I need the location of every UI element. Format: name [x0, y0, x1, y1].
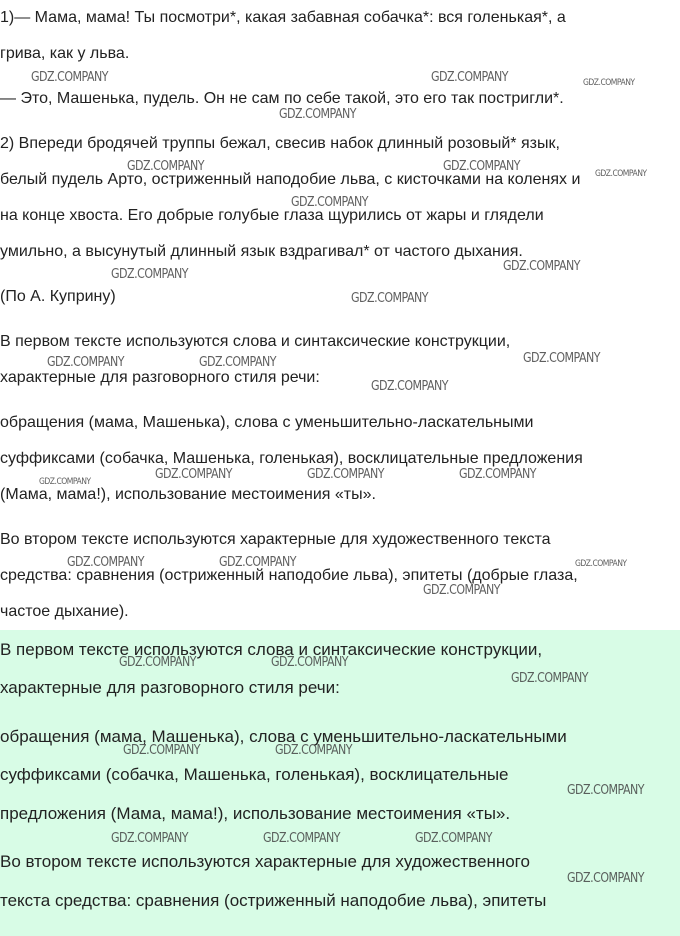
watermark: GDZ.COMPANY: [511, 671, 589, 686]
text-line: Во втором тексте используются характерные для художественного текста: [0, 531, 551, 548]
text-line: суффиксами (собачка, Машенька, голенькая), восклицательные предложения: [0, 450, 583, 467]
watermark: GDZ.COMPANY: [415, 831, 493, 846]
text-line: 1)— Мама, мама! Ты посмотри*, какая забавная собачка*: вся голенькая*, а: [0, 9, 566, 26]
text-line: характерные для разговорного стиля речи:: [0, 369, 320, 386]
text-line: частое дыхание).: [0, 603, 129, 620]
watermark: GDZ.COMPANY: [567, 871, 645, 886]
text-line: на конце хвоста. Его добрые голубые глаза щурились от жары и глядели: [0, 207, 544, 224]
watermark: GDZ.COMPANY: [503, 259, 581, 274]
text-line: обращения (мама, Машенька), слова с уменьшительно-ласкательными: [0, 414, 534, 431]
answer-line: В первом тексте используются слова и синтаксические конструкции,: [0, 640, 543, 659]
text-line: В первом тексте используются слова и синтаксические конструкции,: [0, 333, 511, 350]
watermark: GDZ.COMPANY: [67, 555, 145, 570]
watermark: GDZ.COMPANY: [263, 831, 341, 846]
watermark: GDZ.COMPANY: [111, 267, 189, 282]
watermark: GDZ.COMPANY: [583, 78, 635, 88]
watermark: GDZ.COMPANY: [523, 351, 601, 366]
watermark: GDZ.COMPANY: [219, 555, 297, 570]
watermark: GDZ.COMPANY: [31, 70, 109, 85]
answer-line: текста средства: сравнения (остриженный наподобие льва), эпитеты: [0, 891, 547, 910]
watermark: GDZ.COMPANY: [127, 159, 205, 174]
watermark: GDZ.COMPANY: [567, 783, 645, 798]
watermark: GDZ.COMPANY: [307, 467, 385, 482]
text-line: средства: сравнения (остриженный наподобие льва), эпитеты (добрые глаза,: [0, 567, 578, 584]
watermark: GDZ.COMPANY: [155, 467, 233, 482]
watermark: GDZ.COMPANY: [371, 379, 449, 394]
watermark: GDZ.COMPANY: [39, 477, 91, 487]
watermark: GDZ.COMPANY: [575, 559, 627, 569]
text-line: 2) Впереди бродячей труппы бежал, свесив набок длинный розовый* язык,: [0, 135, 560, 152]
watermark: GDZ.COMPANY: [271, 655, 349, 670]
text-line: грива, как у льва.: [0, 45, 130, 62]
watermark: GDZ.COMPANY: [47, 355, 125, 370]
answer-line: предложения (Мама, мама!), использование местоимения «ты».: [0, 804, 511, 823]
answer-line: суффиксами (собачка, Машенька, голенькая), восклицательные: [0, 765, 509, 784]
text-line: белый пудель Арто, остриженный наподобие льва, с кисточками на коленях и: [0, 171, 581, 188]
watermark: GDZ.COMPANY: [351, 291, 429, 306]
watermark: GDZ.COMPANY: [291, 195, 369, 210]
answer-line: Во втором тексте используются характерные для художественного: [0, 852, 530, 871]
watermark: GDZ.COMPANY: [275, 743, 353, 758]
watermark: GDZ.COMPANY: [119, 655, 197, 670]
source-attribution: (По А. Куприну): [0, 288, 116, 305]
watermark: GDZ.COMPANY: [459, 467, 537, 482]
watermark: GDZ.COMPANY: [199, 355, 277, 370]
text-line: — Это, Машенька, пудель. Он не сам по себе такой, это его так постригли*.: [0, 90, 564, 107]
watermark: GDZ.COMPANY: [279, 107, 357, 122]
text-line: (Мама, мама!), использование местоимения «ты».: [0, 486, 376, 503]
answer-line: обращения (мама, Машенька), слова с уменьшительно-ласкательными: [0, 727, 567, 746]
watermark: GDZ.COMPANY: [423, 583, 501, 598]
watermark: GDZ.COMPANY: [111, 831, 189, 846]
text-line: умильно, а высунутый длинный язык вздрагивал* от частого дыхания.: [0, 243, 523, 260]
watermark: GDZ.COMPANY: [443, 159, 521, 174]
watermark: GDZ.COMPANY: [595, 169, 647, 179]
answer-line: характерные для разговорного стиля речи:: [0, 678, 340, 697]
watermark: GDZ.COMPANY: [431, 70, 509, 85]
watermark: GDZ.COMPANY: [123, 743, 201, 758]
